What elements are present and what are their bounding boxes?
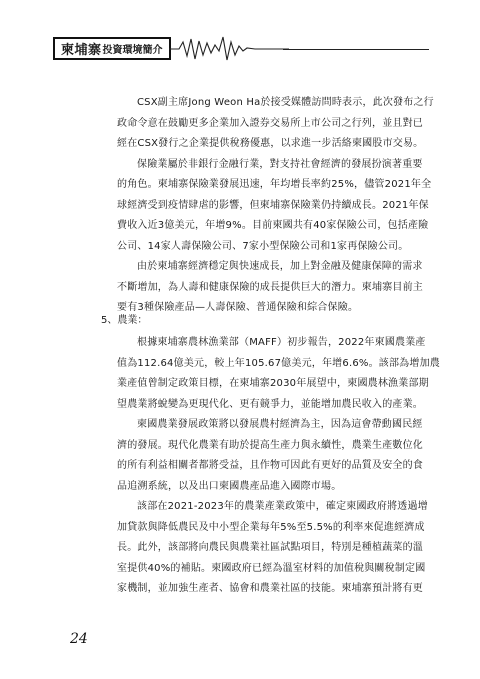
header-rule xyxy=(283,49,429,50)
text-line: 政命令意在鼓勵更多企業加入證券交易所上市公司之行列，並且對已 xyxy=(117,117,423,129)
agriculture-paragraph xyxy=(117,415,428,497)
text-line: 長。此外，該部將向農民與農業社區試點項目，特別是種植蔬菜的溫 xyxy=(117,542,423,553)
text-line: 保險業屬於非銀行金融行業，對支持社會經濟的發展扮演著重要 xyxy=(137,158,423,170)
text-line: 不斷增加，為人壽和健康保險的成長提供巨大的潛力。柬埔寨目前主 xyxy=(117,281,423,293)
text-line: 球經濟受到疫情肆虐的影響，但柬埔寨保險業仍持續成長。2021年保 xyxy=(117,199,429,211)
text-line: 加貸款與降低農民及中小型企業每年5%至5.5%的利率來促進經濟成 xyxy=(117,521,425,533)
text-line: 望農業將蛻變為更現代化、更有競爭力，並能增加農民收入的產業。 xyxy=(117,398,423,410)
text-line: 濟的發展。現代化農業有助於提高生產力與永續性，農業生產數位化 xyxy=(117,439,423,451)
top-paragraph xyxy=(117,257,428,319)
text-line: CSX副主席Jong Weon Ha於接受媒體訪問時表示，此次發布之行 xyxy=(137,97,434,108)
agriculture-paragraph xyxy=(117,497,428,600)
text-line: 的所有利益相關者都將受益，且作物可因此有更好的品質及安全的食 xyxy=(117,460,423,471)
page-number: 24 xyxy=(70,631,88,647)
text-line: 經在CSX發行之企業提供稅務優惠，以求進一步活絡柬國股市交易。 xyxy=(117,138,424,149)
text-line: 的角色。柬埔寨保險業發展迅速，年均增長率約25%，儘管2021年全 xyxy=(117,179,432,190)
section-heading-agriculture: 5、農業： xyxy=(101,315,148,326)
body-text-bottom xyxy=(117,333,440,600)
page-header xyxy=(53,33,429,63)
top-paragraph xyxy=(117,93,434,155)
top-paragraph xyxy=(117,155,432,258)
text-line: 柬國農業發展政策將以發展農村經濟為主，因為這會帶動國民經 xyxy=(137,419,423,430)
header-title-box xyxy=(53,37,171,60)
text-line: 要有3種保險產品—人壽保險、普通保險和綜合保險。 xyxy=(117,302,359,313)
body-text-top xyxy=(117,93,434,319)
text-line: 品追溯系統，以及出口柬國農產品進入國際市場。 xyxy=(117,480,342,492)
header-title: 柬埔寨 xyxy=(61,43,102,58)
text-line: 家機制，並加強生產者、協會和農業社區的技能。柬埔寨預計將有更 xyxy=(117,583,423,594)
text-line: 由於柬埔寨經濟穩定與快速成長，加上對金融及健康保障的需求 xyxy=(137,261,423,272)
text-line: 費收入近3億美元，年增9%。目前柬國共有40家保險公司，包括產險 xyxy=(117,220,429,231)
text-line: 根據柬埔寨農林漁業部（MAFF）初步報告，2022年柬國農業產 xyxy=(137,337,426,348)
header-subtitle: 投資環境簡介 xyxy=(102,45,163,56)
text-line: 該部在2021-2023年的農業產業政策中，確定柬國政府將透過增 xyxy=(137,501,428,512)
agriculture-paragraph xyxy=(117,333,440,415)
text-line: 值為112.64億美元，較上年105.67億美元，年增6.6%。該部為增加農 xyxy=(117,357,440,369)
text-line: 公司、14家人壽保險公司、7家小型保險公司和1家再保險公司。 xyxy=(117,240,409,252)
text-line: 業產值曾制定政策目標，在柬埔寨2030年展望中，柬國農林漁業部期 xyxy=(117,378,429,389)
text-line: 室提供40%的補貼。柬國政府已經為溫室材料的加值稅與關稅制定國 xyxy=(117,562,426,574)
heartbeat-wave-icon xyxy=(169,33,289,63)
